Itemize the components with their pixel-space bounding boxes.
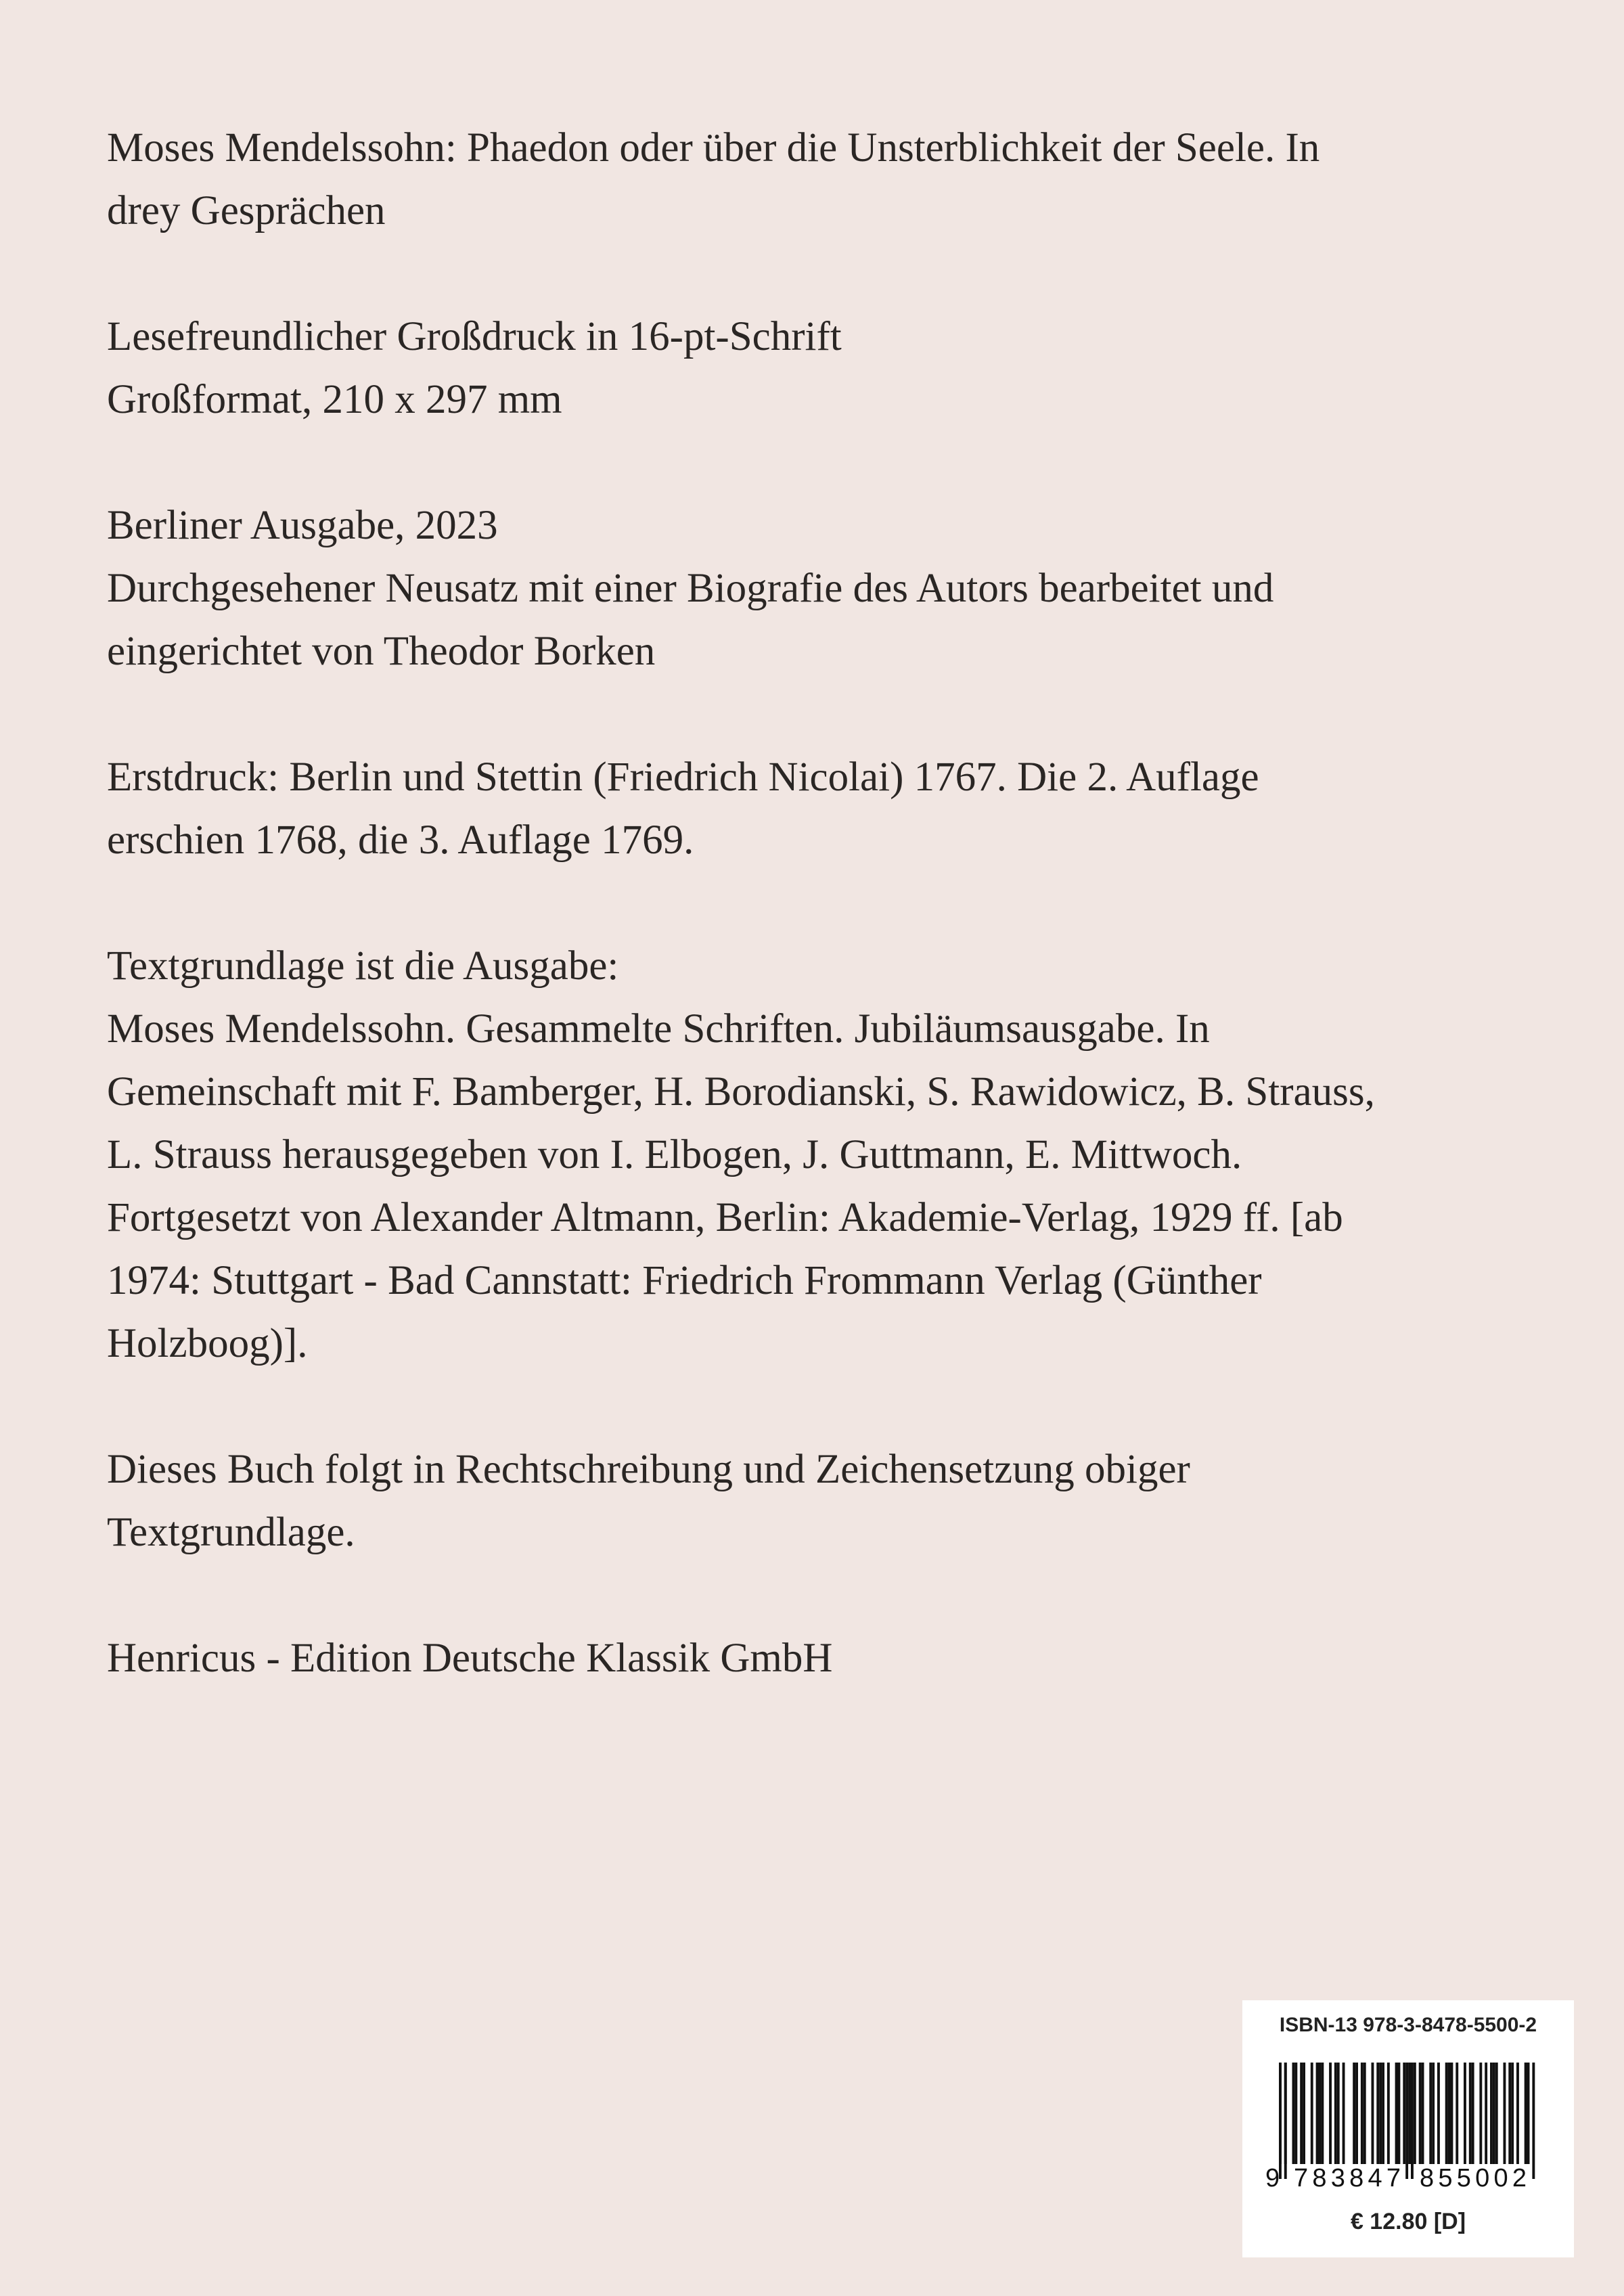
text-line: Holzboog)]. [107, 1321, 308, 1366]
barcode-bar [1485, 2063, 1487, 2164]
format-paragraph [107, 305, 1528, 431]
barcode-bar [1334, 2063, 1337, 2164]
barcode-bar [1300, 2063, 1303, 2164]
barcode-icon [1263, 2063, 1554, 2191]
text-line: Lesefreundlicher Großdruck in 16-pt-Schrift [107, 314, 842, 359]
barcode-bar [1422, 2063, 1424, 2164]
barcode-bar [1372, 2063, 1374, 2164]
barcode-bar [1511, 2063, 1514, 2164]
barcode-bar [1316, 2063, 1319, 2164]
barcode-bar [1292, 2063, 1295, 2164]
barcode-left-digits: 783847 [1294, 2164, 1401, 2191]
barcode-bar [1337, 2063, 1340, 2164]
edition-paragraph [107, 494, 1528, 683]
publisher-name: Henricus - Edition Deutsche Klassik GmbH [107, 1636, 833, 1681]
orthography-paragraph [107, 1438, 1528, 1564]
barcode-right-digits: 855002 [1420, 2164, 1527, 2191]
barcode-bar [1495, 2063, 1498, 2164]
text-line: Dieses Buch folgt in Rechtschreibung und Zeichensetzung obiger [107, 1447, 1190, 1492]
barcode-bar [1469, 2063, 1472, 2164]
barcode-bar [1516, 2063, 1519, 2164]
source-paragraph [107, 935, 1528, 1375]
text-line: drey Gesprächen [107, 188, 386, 233]
text-line: Moses Mendelssohn. Gesammelte Schriften. Jubiläumsausgabe. In [107, 1006, 1210, 1052]
text-line: Großformat, 210 x 297 mm [107, 377, 562, 422]
barcode-guard-bar [1411, 2063, 1414, 2179]
text-line: 1974: Stuttgart - Bad Cannstatt: Friedrich Frommann Verlag (Günther [107, 1258, 1262, 1303]
publisher-paragraph [107, 1627, 1528, 1690]
text-line: eingerichtet von Theodor Borken [107, 629, 656, 674]
barcode-bar [1508, 2063, 1511, 2164]
barcode-bar [1456, 2063, 1458, 2164]
barcode-bar [1403, 2063, 1405, 2164]
barcode-bar [1361, 2063, 1363, 2164]
barcode-bar [1376, 2063, 1379, 2164]
barcode-bar [1448, 2063, 1451, 2164]
barcode-bar [1472, 2063, 1474, 2164]
imprint-text [107, 116, 1528, 1753]
barcode-bar [1379, 2063, 1382, 2164]
barcode-bar [1303, 2063, 1305, 2164]
barcode-first-digit: 9 [1265, 2164, 1280, 2191]
barcode-bar [1445, 2063, 1448, 2164]
text-line: Moses Mendelssohn: Phaedon oder über die Unsterblichkeit der Seele. In [107, 125, 1320, 171]
first-print-paragraph [107, 746, 1528, 872]
barcode-bar [1493, 2063, 1495, 2164]
barcode-bar [1437, 2063, 1440, 2164]
barcode-bar [1395, 2063, 1398, 2164]
barcode-bar [1419, 2063, 1422, 2164]
barcode-bar [1294, 2063, 1297, 2164]
barcode-bar [1479, 2063, 1482, 2164]
barcode-bar [1504, 2063, 1506, 2164]
barcode-bar [1429, 2063, 1432, 2164]
barcode-guard-bar [1527, 2063, 1530, 2179]
barcode-bar [1432, 2063, 1435, 2164]
text-line: Durchgesehener Neusatz mit einer Biografie des Autors bearbeitet und [107, 566, 1274, 611]
barcode-bar [1387, 2063, 1390, 2164]
barcode-bar [1319, 2063, 1322, 2164]
text-line: Textgrundlage ist die Ausgabe: [107, 943, 619, 989]
barcode-guard-bar [1284, 2063, 1287, 2179]
barcode-bar [1343, 2063, 1345, 2164]
barcode-bar [1464, 2063, 1466, 2164]
barcode-guard-bar [1405, 2063, 1408, 2179]
barcode-box [1242, 2000, 1574, 2257]
barcode-bar [1414, 2063, 1416, 2164]
barcode-bar [1363, 2063, 1366, 2164]
barcode-bar [1398, 2063, 1401, 2164]
barcode-guard-bar [1279, 2063, 1282, 2179]
barcode-bar [1321, 2063, 1324, 2164]
text-line: Gemeinschaft mit F. Bamberger, H. Borodianski, S. Rawidowicz, B. Strauss, [107, 1069, 1375, 1115]
text-line: Berliner Ausgabe, 2023 [107, 503, 498, 548]
barcode-bar [1311, 2063, 1313, 2164]
text-line: Fortgesetzt von Alexander Altmann, Berlin: Akademie-Verlag, 1929 ff. [ab [107, 1195, 1343, 1240]
barcode-bar [1525, 2063, 1527, 2164]
barcode-bar [1451, 2063, 1453, 2164]
barcode-bar [1353, 2063, 1355, 2164]
text-line: L. Strauss herausgegeben von I. Elbogen, J. Guttmann, E. Mittwoch. [107, 1132, 1242, 1177]
isbn-label: ISBN-13 978-3-8478-5500-2 [1279, 2014, 1537, 2036]
barcode-bar [1355, 2063, 1358, 2164]
text-line: erschien 1768, die 3. Auflage 1769. [107, 817, 694, 863]
barcode-bar [1408, 2063, 1411, 2164]
barcode-bar [1382, 2063, 1384, 2164]
barcode-guard-bar [1532, 2063, 1535, 2179]
price-label: € 12.80 [D] [1350, 2209, 1466, 2234]
text-line: Erstdruck: Berlin und Stettin (Friedrich Nicolai) 1767. Die 2. Auflage [107, 755, 1259, 800]
title-paragraph [107, 116, 1528, 242]
text-line: Textgrundlage. [107, 1510, 355, 1555]
barcode-bar [1329, 2063, 1332, 2164]
barcode-bar [1490, 2063, 1493, 2164]
